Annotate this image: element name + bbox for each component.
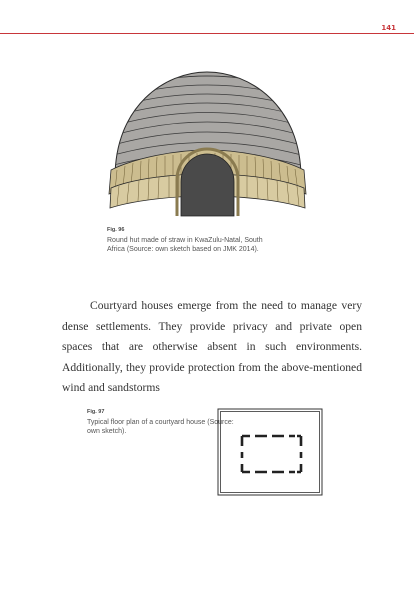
- figure-97-label: Fig. 97: [87, 409, 105, 415]
- figure-96-caption-text: Round hut made of straw in KwaZulu-Natal, South Africa (Source: own sketch based on JMK 2014).: [107, 236, 263, 253]
- round-hut-illustration: [105, 66, 310, 226]
- page-number: 141: [381, 24, 396, 32]
- figure-96-label: Fig. 96: [107, 227, 125, 233]
- header-rule: [0, 33, 414, 34]
- figure-96-caption: [107, 226, 267, 255]
- figure-97-caption: [87, 408, 237, 437]
- figure-97-caption-text: Typical floor plan of a courtyard house (Source: own sketch).: [87, 418, 234, 435]
- body-paragraph: Courtyard houses emerge from the need to manage very dense settlements. They provide privacy and private open spaces that are otherwise absent in such environments. Additionally, they provide protection from the above-mentioned wind and sandstorms: [62, 299, 362, 394]
- courtyard-floor-plan: [217, 408, 325, 498]
